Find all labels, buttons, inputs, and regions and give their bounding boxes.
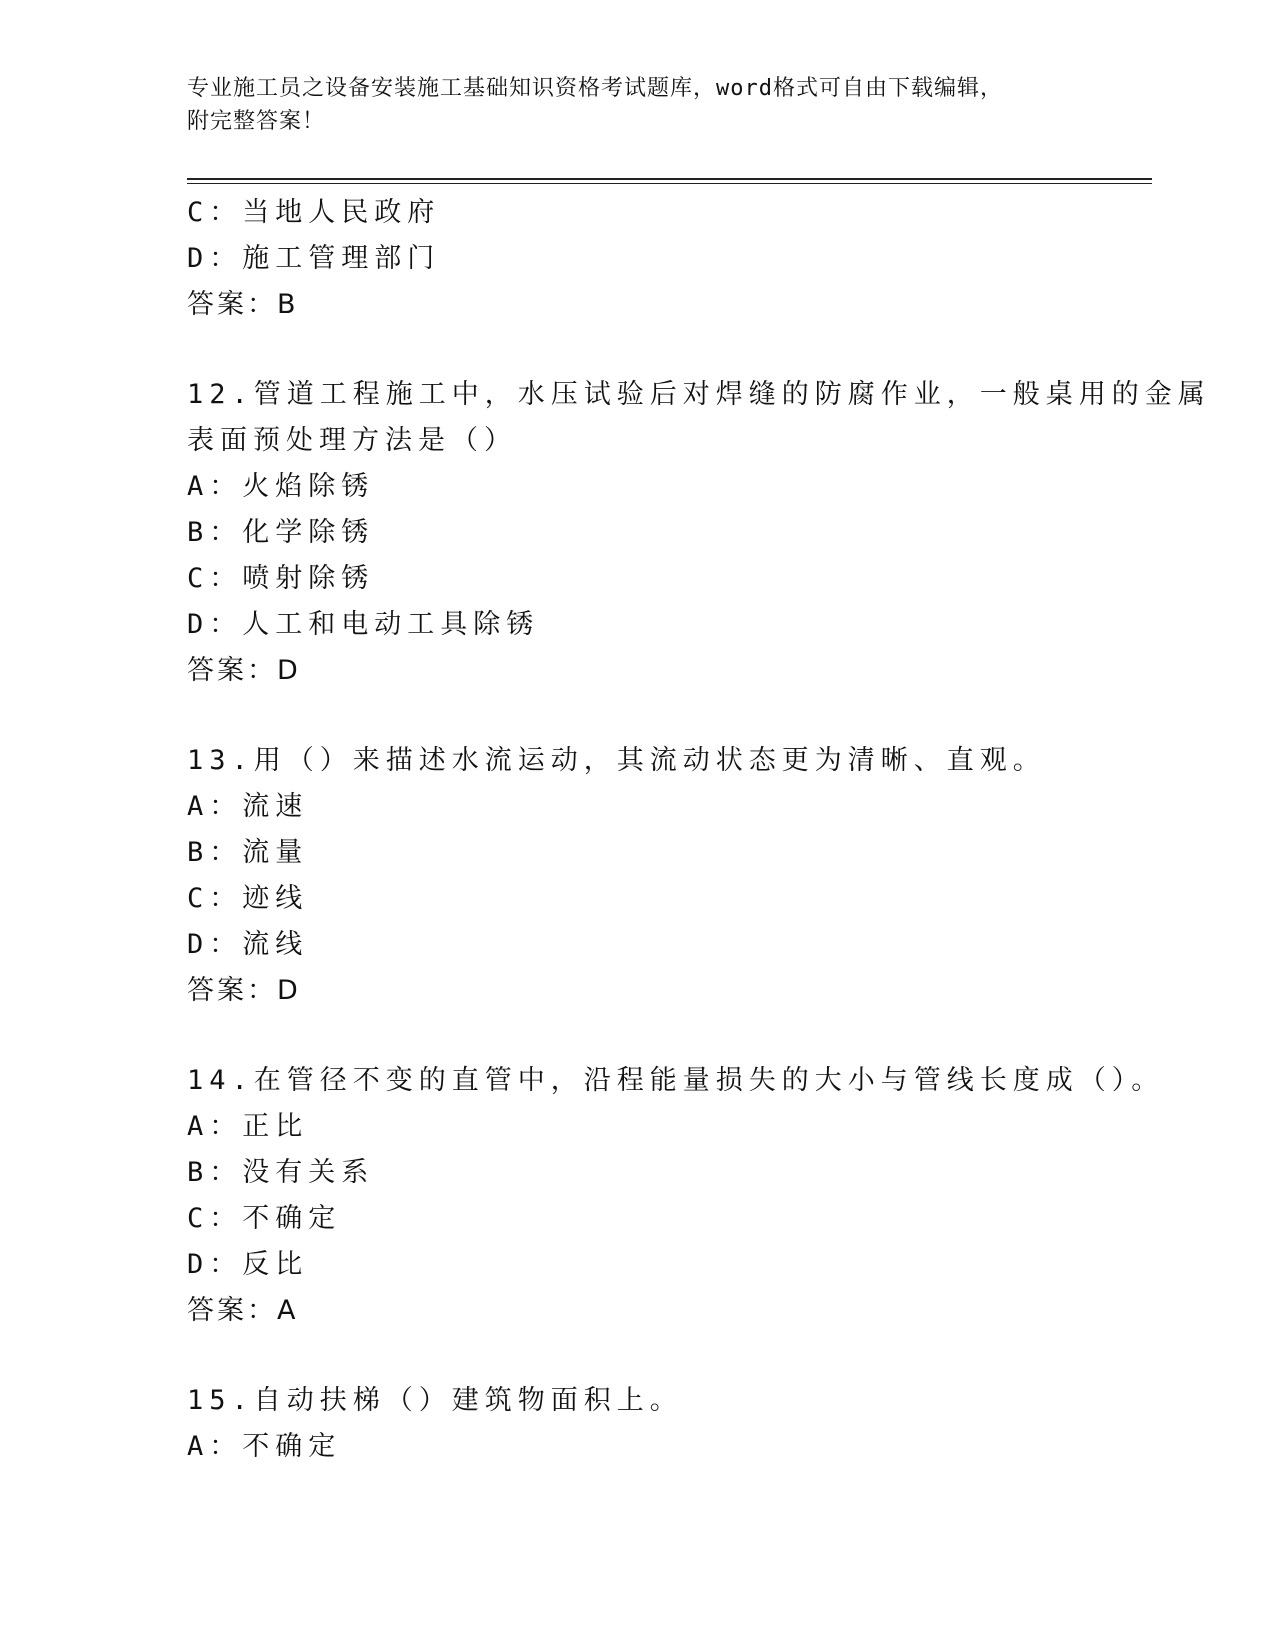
spacer: [187, 1334, 1087, 1378]
spacer: [187, 1014, 1087, 1058]
option-a: A：火焰除锈: [187, 471, 375, 502]
spacer: [187, 694, 1087, 738]
header-line-2: 附完整答案！: [187, 109, 326, 134]
option-c: C：喷射除锈: [187, 563, 375, 594]
answer: 答案：A: [187, 1295, 299, 1326]
question-stem: 14.在管径不变的直管中，沿程能量损失的大小与管线长度成（）。: [187, 1065, 1165, 1096]
question-stem: 12.管道工程施工中，水压试验后对焊缝的防腐作业，一般桌用的金属: [187, 379, 1211, 410]
answer: 答案：D: [187, 655, 301, 686]
header-divider-bottom: [187, 183, 1152, 184]
option-b: B：没有关系: [187, 1157, 375, 1188]
answer: 答案：D: [187, 975, 301, 1006]
question-15: [187, 1378, 1087, 1470]
option-d: D：人工和电动工具除锈: [187, 609, 540, 640]
question-stem: 13.用（）来描述水流运动，其流动状态更为清晰、直观。: [187, 745, 1046, 776]
option-d: D：流线: [187, 929, 309, 960]
option-c: C：迹线: [187, 883, 309, 914]
option-c: C：不确定: [187, 1203, 342, 1234]
question-list: [187, 190, 1211, 1470]
document-header: [187, 72, 1067, 138]
question-11-continued: [187, 190, 1087, 328]
option-a: A：不确定: [187, 1431, 342, 1462]
answer: 答案：B: [187, 289, 299, 320]
option-a: A：正比: [187, 1111, 309, 1142]
question-12: [187, 372, 1211, 694]
option-a: A：流速: [187, 791, 309, 822]
question-14: [187, 1058, 1165, 1334]
option-b: B：化学除锈: [187, 517, 375, 548]
question-stem-continued: 表面预处理方法是（）: [187, 425, 517, 456]
option-d: D：反比: [187, 1249, 309, 1280]
spacer: [187, 328, 1087, 372]
question-13: [187, 738, 1087, 1014]
question-stem: 15.自动扶梯（）建筑物面积上。: [187, 1385, 683, 1416]
option-d: D：施工管理部门: [187, 243, 441, 274]
option-b: B：流量: [187, 837, 309, 868]
header-divider-top: [187, 178, 1152, 180]
header-line-1: 专业施工员之设备安装施工基础知识资格考试题库，word格式可自由下载编辑，: [187, 76, 1003, 101]
option-c: C：当地人民政府: [187, 197, 441, 228]
